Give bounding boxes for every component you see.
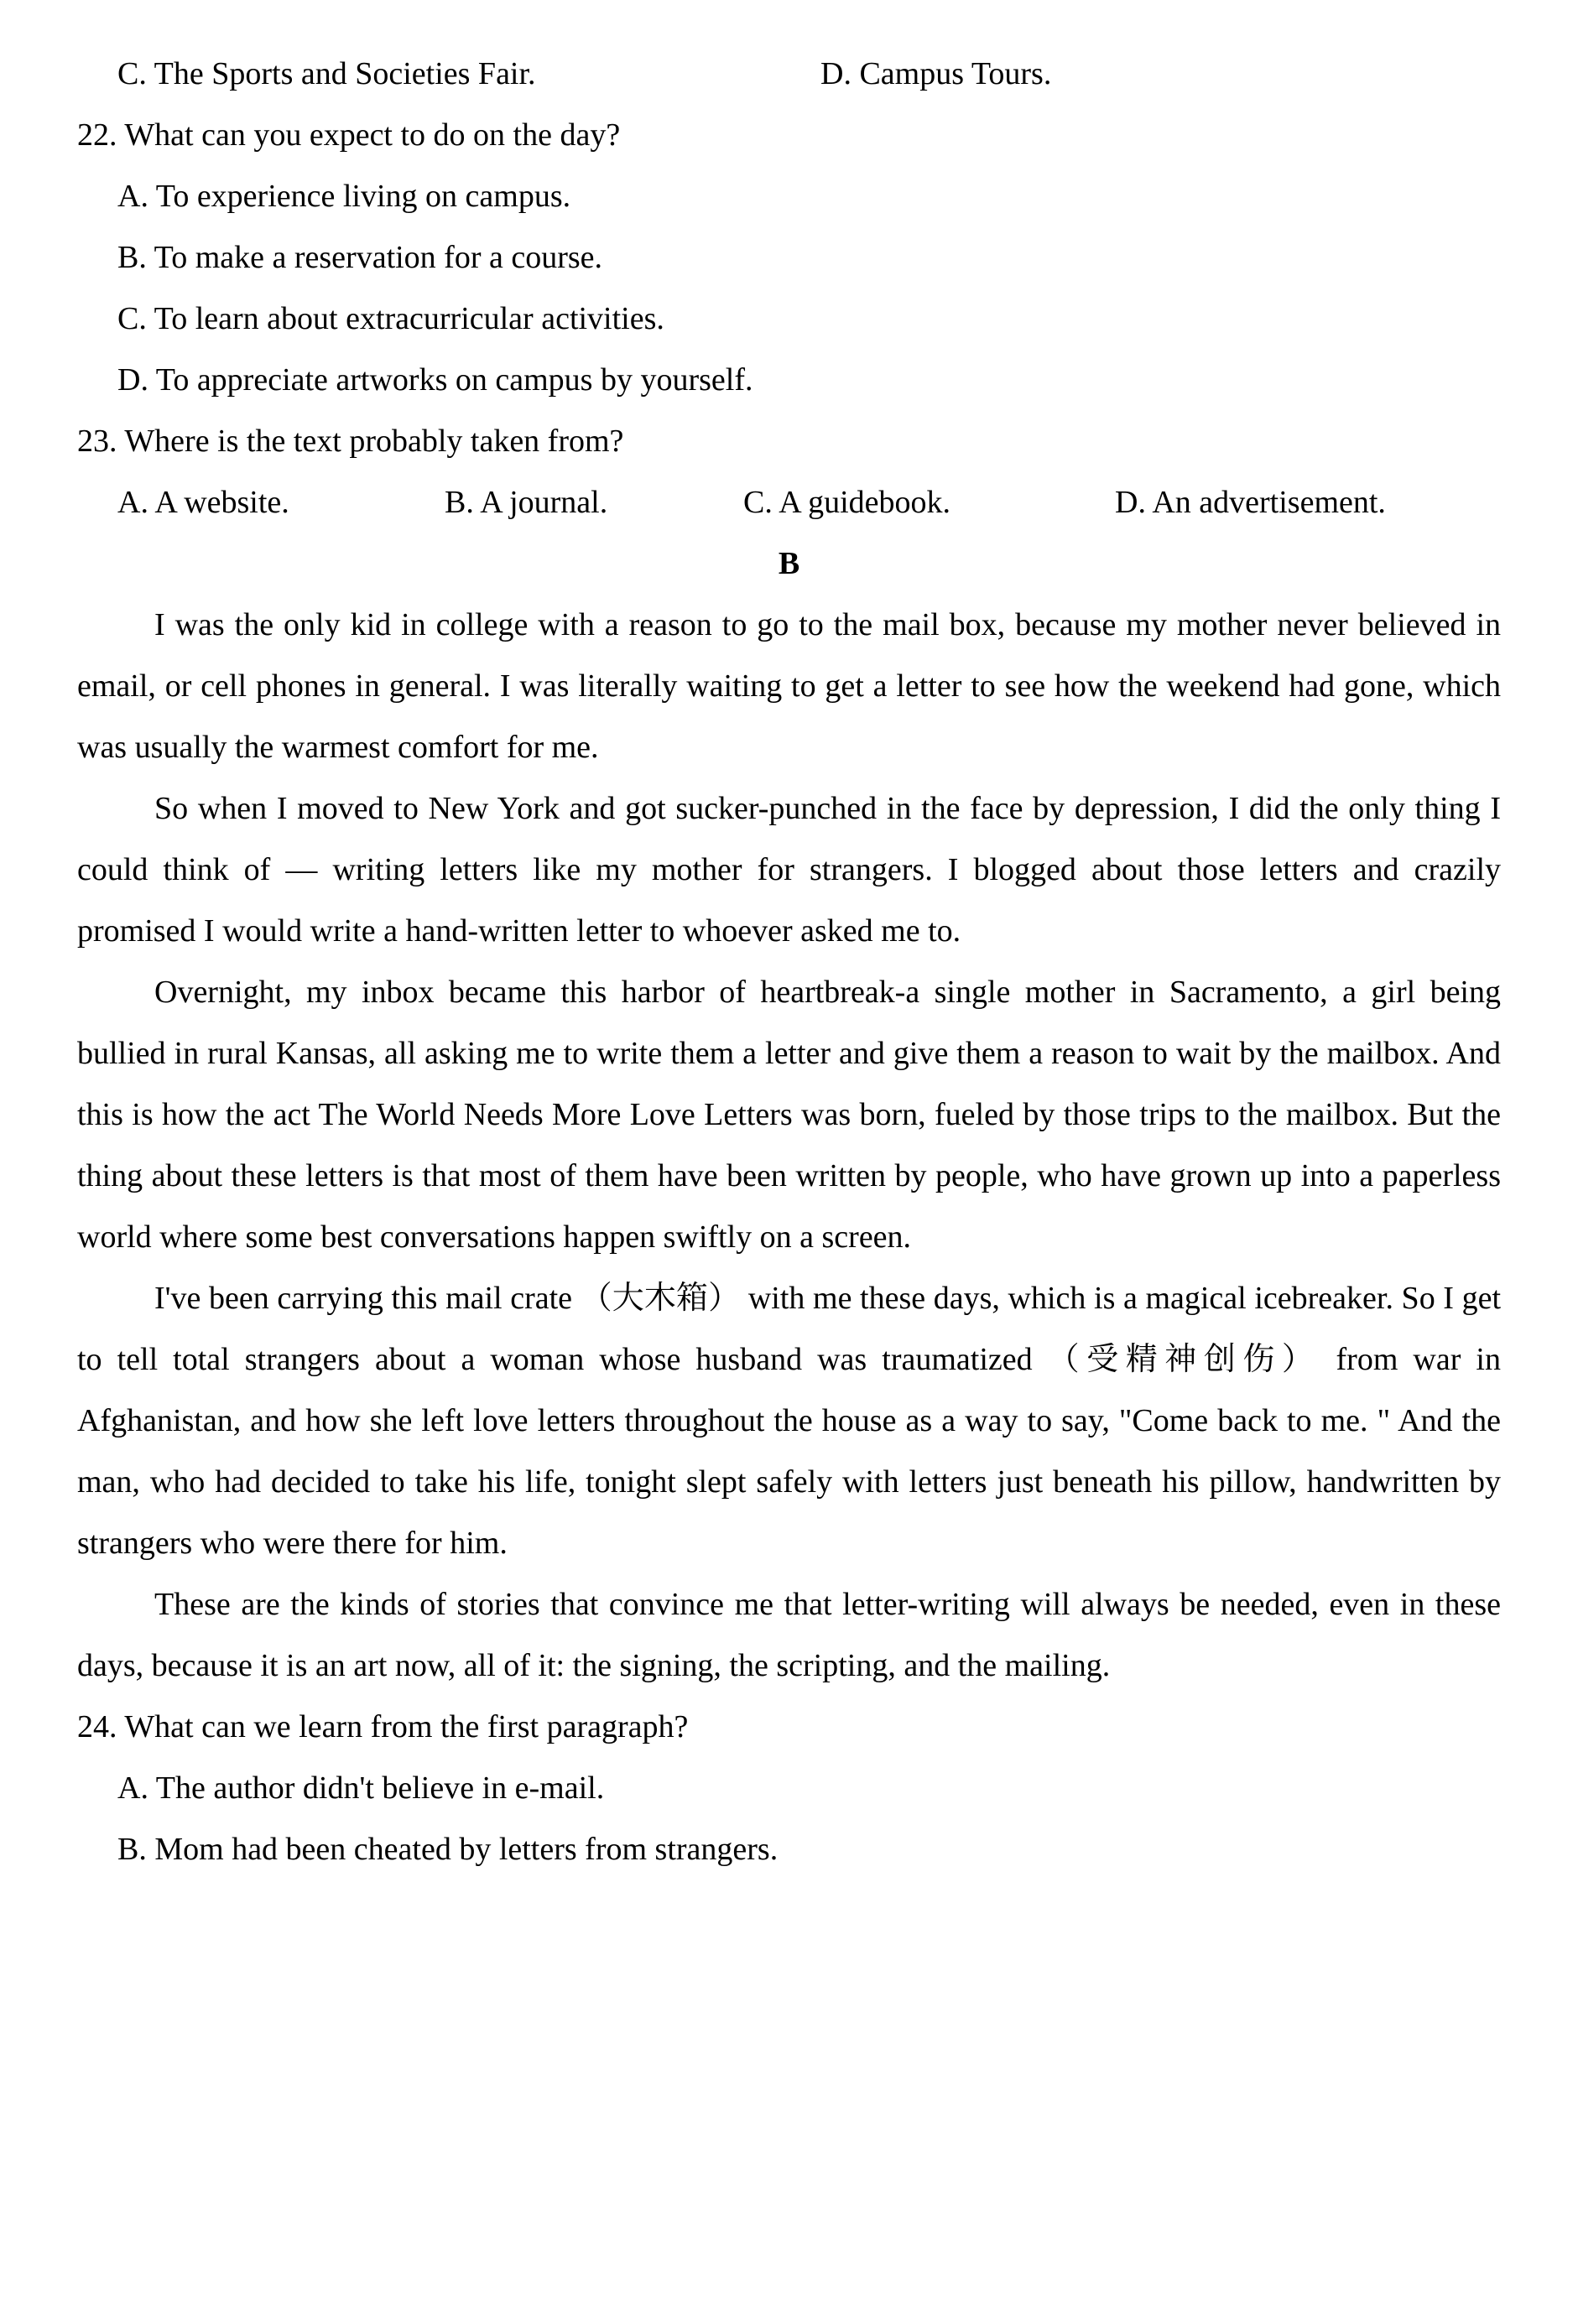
body-paragraph: I've been carrying this mail crate （大木箱） with me these days, which is a magical icebreaker. So I get to tell total strangers about a woman whose husband was traumatized （受精神创伤） from war in Afghanistan, and how she left love letters throughout the house as a way to say, "Come back to me. " And the man, who had decided to take his life, tonight slept safely with letters just beneath his pillow, handwritten by strangers who were there for him. <box>77 1281 1501 1561</box>
option-line <box>77 472 1501 533</box>
option-cell: C. A guidebook. <box>743 485 951 520</box>
option-cell: A. A website. <box>117 485 289 520</box>
option-cell: C. The Sports and Societies Fair. <box>117 56 536 91</box>
question-line: 23. Where is the text probably taken from? <box>77 424 624 459</box>
body-paragraph: Overnight, my inbox became this harbor of heartbreak-a single mother in Sacramento, a girl being bullied in rural Kansas, all asking me to write them a letter and give them a reason to wait by the mailbox. And this is how the act The World Needs More Love Letters was born, fueled by those trips to the mailbox. But the thing about these letters is that most of them have been written by people, who have grown up into a paperless world where some best conversations happen swiftly on a screen. <box>77 975 1501 1255</box>
section-header: B <box>778 546 800 581</box>
body-paragraph: So when I moved to New York and got sucker-punched in the face by depression, I did the only thing I could think of — writing letters like my mother for strangers. I blogged about those letters and crazily promised I would write a hand-written letter to whoever asked me to. <box>77 791 1501 949</box>
option-cell: D. An advertisement. <box>1115 485 1386 520</box>
option-cell: D. Campus Tours. <box>820 56 1052 91</box>
body-paragraph: These are the kinds of stories that convince me that letter-writing will always be needed, even in these days, because it is an art now, all of it: the signing, the scripting, and the mailing. <box>77 1587 1501 1683</box>
option-line: B. Mom had been cheated by letters from strangers. <box>117 1832 779 1867</box>
question-line: 24. What can we learn from the first paragraph? <box>77 1709 689 1744</box>
question-line: 22. What can you expect to do on the day? <box>77 117 621 153</box>
option-cell: B. A journal. <box>445 485 608 520</box>
option-line: B. To make a reservation for a course. <box>117 240 603 275</box>
body-paragraph: I was the only kid in college with a reason to go to the mail box, because my mother never believed in email, or cell phones in general. I was literally waiting to get a letter to see how the weekend had gone, which was usually the warmest comfort for me. <box>77 607 1501 765</box>
option-line: A. To experience living on campus. <box>117 179 571 214</box>
option-line <box>77 44 1501 105</box>
option-line: C. To learn about extracurricular activities. <box>117 301 664 336</box>
option-line: D. To appreciate artworks on campus by yourself. <box>117 362 753 398</box>
option-line: A. The author didn't believe in e-mail. <box>117 1770 605 1806</box>
